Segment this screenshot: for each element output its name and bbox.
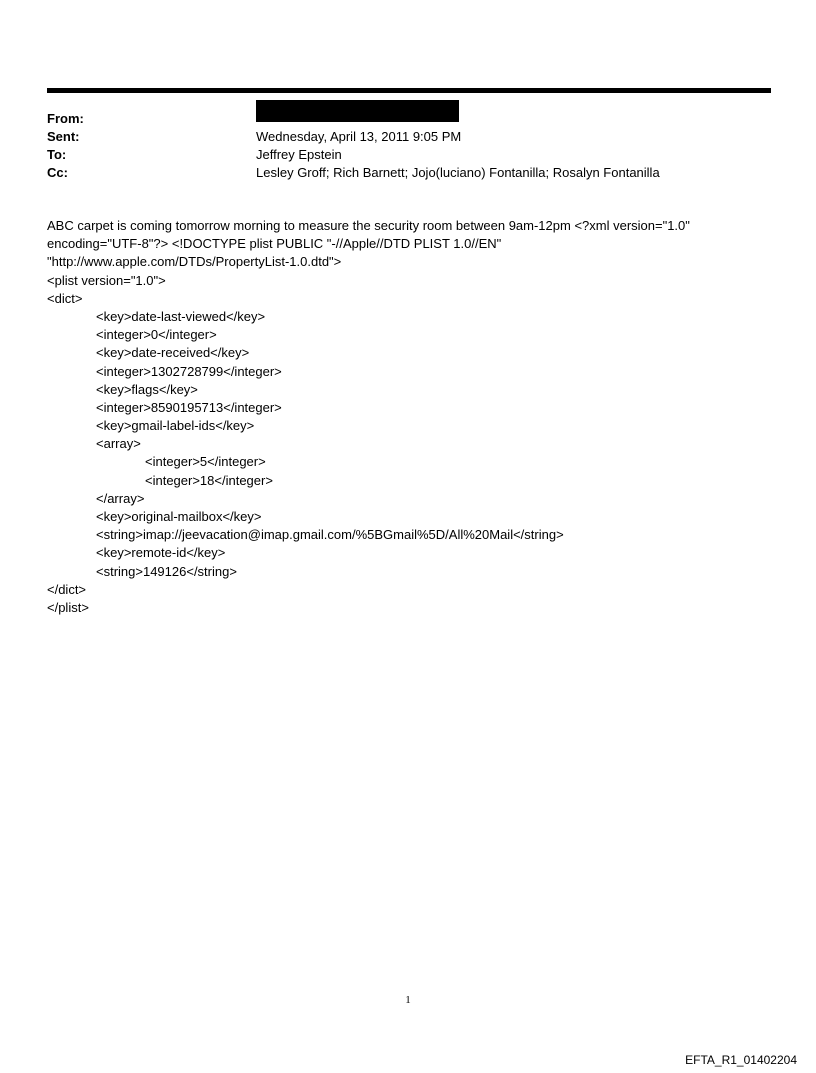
document-id: EFTA_R1_01402204 [685, 1053, 797, 1067]
body-line: <integer>0</integer> [96, 327, 217, 343]
body-line: <key>date-last-viewed</key> [96, 308, 266, 324]
body-line: <integer>1302728799</integer> [96, 363, 282, 379]
sent-label: Sent: [47, 129, 80, 144]
body-line: <key>flags</key> [96, 381, 198, 397]
body-line: <array> [96, 436, 141, 452]
to-row [47, 146, 771, 164]
cc-value: Lesley Groff; Rich Barnett; Jojo(luciano) Fontanilla; Rosalyn Fontanilla [256, 165, 660, 180]
body-line: <key>gmail-label-ids</key> [96, 418, 255, 434]
from-value [256, 110, 771, 128]
to-value: Jeffrey Epstein [256, 147, 342, 162]
email-body [47, 217, 771, 617]
body-line: "http://www.apple.com/DTDs/PropertyList-1.0.dtd"> [47, 254, 342, 270]
body-line: </plist> [47, 599, 89, 615]
body-line: </dict> [47, 581, 87, 597]
body-line: <string>imap://jeevacation@imap.gmail.com/%5BGmail%5D/All%20Mail</string> [96, 527, 564, 543]
body-line: <integer>5</integer> [145, 454, 266, 470]
from-row [47, 110, 771, 128]
page-number: 1 [405, 994, 411, 1006]
email-header [47, 110, 771, 182]
body-line: </array> [96, 490, 145, 506]
from-label: From: [47, 111, 84, 126]
sent-row [47, 128, 771, 146]
body-line: <key>remote-id</key> [96, 545, 226, 561]
body-line: <integer>18</integer> [145, 472, 273, 488]
body-line: <key>date-received</key> [96, 345, 250, 361]
body-line: encoding="UTF-8"?> <!DOCTYPE plist PUBLIC "-//Apple//DTD PLIST 1.0//EN" [47, 236, 502, 252]
body-line: ABC carpet is coming tomorrow morning to measure the security room between 9am-12pm <?xml version="1.0" [47, 218, 690, 233]
to-label: To: [47, 147, 67, 162]
body-line: <dict> [47, 290, 83, 306]
header-rule [47, 88, 771, 93]
cc-row [47, 164, 771, 182]
sent-value: Wednesday, April 13, 2011 9:05 PM [256, 129, 462, 144]
redaction-box [256, 100, 459, 122]
body-line: <plist version="1.0"> [47, 272, 166, 288]
body-line: <key>original-mailbox</key> [96, 509, 262, 524]
body-line: <string>149126</string> [96, 563, 237, 579]
body-line: <integer>8590195713</integer> [96, 399, 282, 415]
cc-label: Cc: [47, 165, 68, 180]
